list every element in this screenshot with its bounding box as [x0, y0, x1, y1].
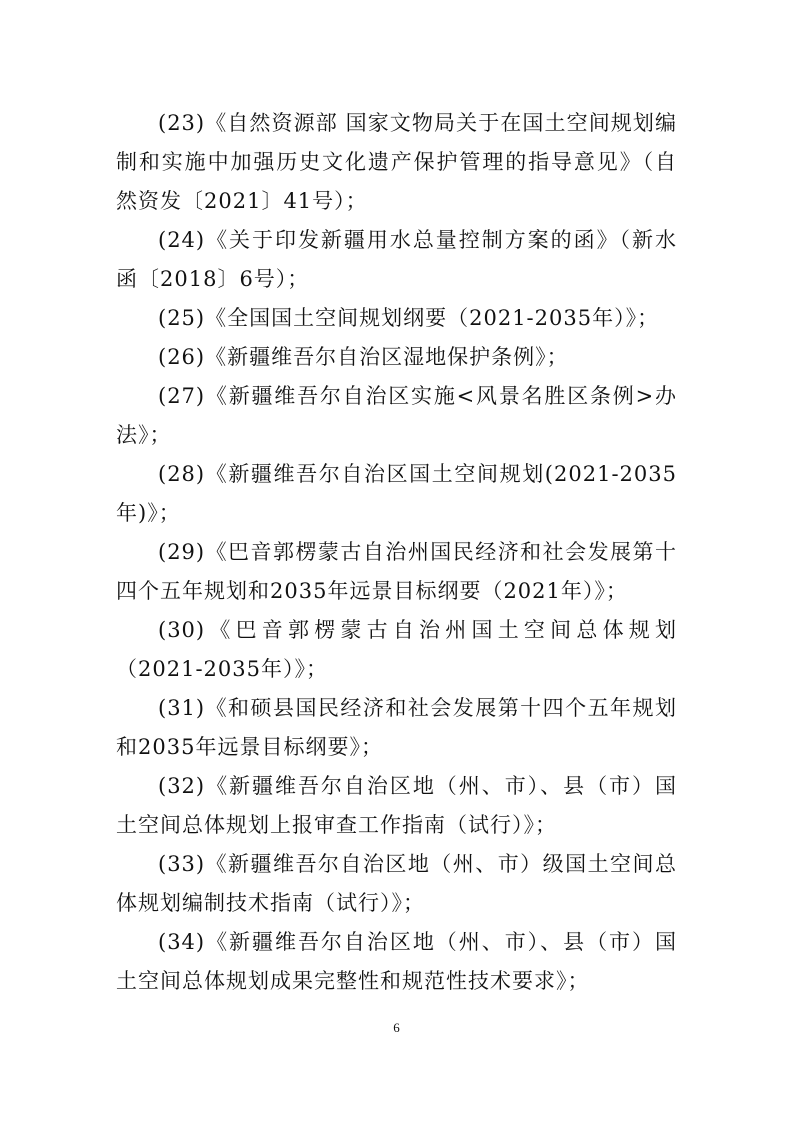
- reference-item-27: (27)《新疆维吾尔自治区实施<风景名胜区条例>办法》；: [116, 384, 677, 447]
- reference-item-31: (31)《和硕县国民经济和社会发展第十四个五年规划和2035年远景目标纲要》；: [116, 696, 677, 759]
- reference-item-34: (34)《新疆维吾尔自治区地（州、市）、县（市）国土空间总体规划成果完整性和规范性技术要求》；: [116, 930, 677, 993]
- reference-item-25: (25)《全国国土空间规划纲要（2021-2035年）》；: [158, 306, 660, 330]
- reference-item-23: (23)《自然资源部 国家文物局关于在国土空间规划编制和实施中加强历史文化遗产保护管理的指导意见》（自然资发〔2021〕41号）；: [116, 111, 677, 213]
- reference-item-26: (26)《新疆维吾尔自治区湿地保护条例》；: [158, 345, 569, 369]
- reference-item-28: (28)《新疆维吾尔自治区国土空间规划(2021-2035年)》；: [116, 462, 677, 525]
- page-number: 6: [393, 1020, 400, 1035]
- reference-item-30: (30)《巴音郭楞蒙古自治州国土空间总体规划（2021-2035年）》；: [116, 618, 677, 681]
- reference-item-24: (24)《关于印发新疆用水总量控制方案的函》（新水函〔2018〕6号）；: [116, 228, 677, 291]
- reference-item-29: (29)《巴音郭楞蒙古自治州国民经济和社会发展第十四个五年规划和2035年远景目标纲要（2021年）》；: [116, 540, 677, 603]
- reference-item-33: (33)《新疆维吾尔自治区地（州、市）级国土空间总体规划编制技术指南（试行）》；: [116, 852, 677, 915]
- reference-item-32: (32)《新疆维吾尔自治区地（州、市）、县（市）国土空间总体规划上报审查工作指南（试行）》；: [116, 774, 677, 837]
- document-body: [116, 104, 677, 1001]
